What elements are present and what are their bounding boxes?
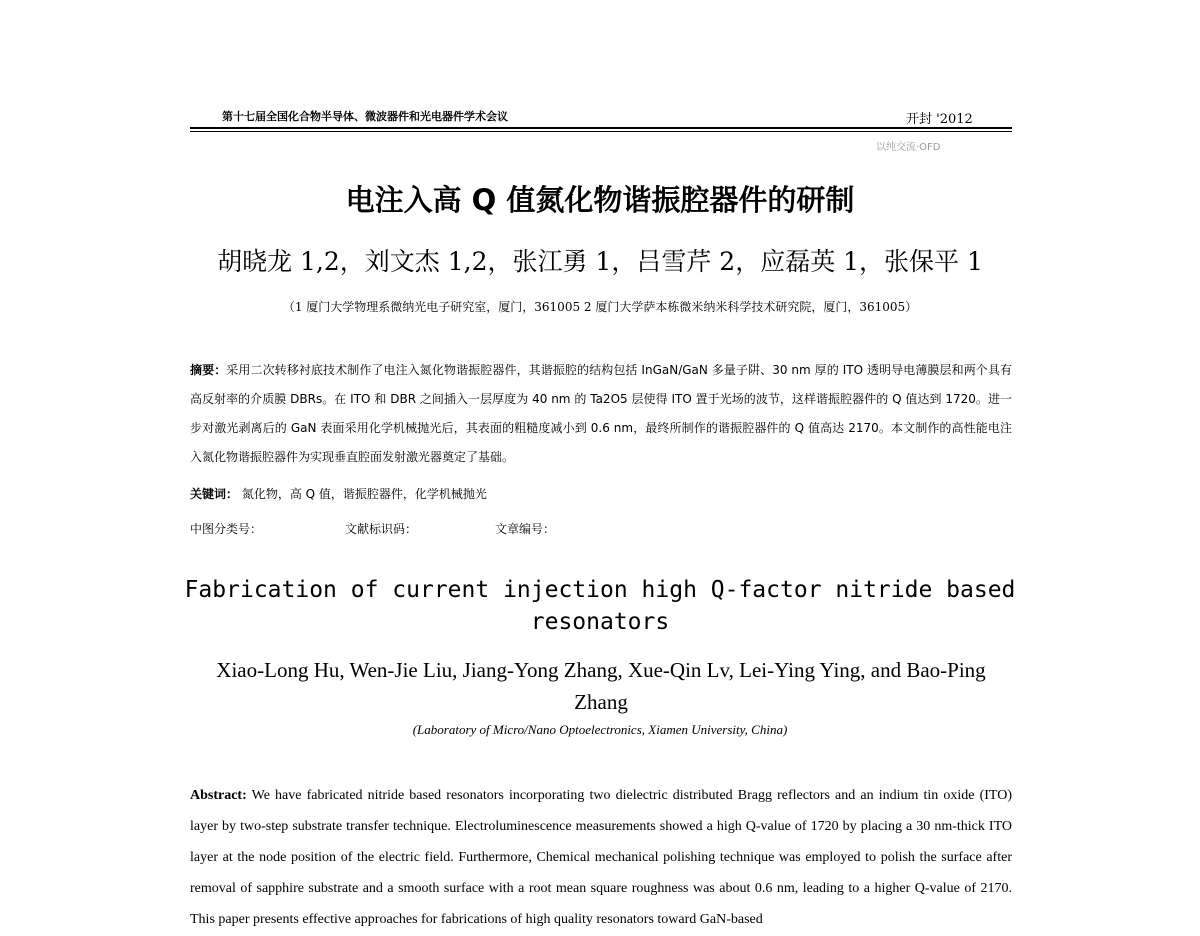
abstract-english (190, 780, 1012, 935)
keywords-label-chinese: 关键词： (190, 487, 239, 501)
conference-header: 第十七届全国化合物半导体、微波器件和光电器件学术会议 (222, 110, 508, 123)
title-english: Fabrication of current injection high Q-factor nitride based resonators (184, 577, 1016, 635)
abstract-text-english: We have fabricated nitride based resonators incorporating two dielectric distributed Bragg reflectors and an indium tin oxide (ITO) layer by two-step substrate transfer technique. Electroluminescence measurements showed a high Q-value of 1720 by placing a 30 nm-thick ITO layer at the node position of the electric field. Furthermore, Chemical mechanical polishing technique was employed to polish the surface after removal of sapphire substrate and a smooth surface with a root mean square roughness was about 0.6 nm, leading to a higher Q-value of 2170. This paper presents effective approaches for fabrications of high quality resonators toward GaN-based (190, 788, 1012, 927)
affiliation-chinese: （1 厦门大学物理系微纳光电子研究室，厦门，361005 2 厦门大学萨本栋微米纳米科学技术研究院，厦门，361005） (282, 300, 918, 314)
authors-chinese: 胡晓龙 1,2，刘文杰 1,2，张江勇 1，吕雪芹 2，应磊英 1，张保平 1 (217, 247, 983, 276)
doc-code-label: 文献标识码： (345, 522, 418, 536)
header-rule-thin (190, 131, 1012, 132)
keywords-chinese (190, 485, 1012, 502)
class-number-label: 中图分类号： (190, 522, 263, 536)
article-number-label: 文章编号： (495, 522, 556, 536)
authors-english: Xiao-Long Hu, Wen-Jie Liu, Jiang-Yong Zhang, Xue-Qin Lv, Lei-Ying Ying, and Bao-Ping Zhang (216, 658, 986, 714)
affiliation-english: (Laboratory of Micro/Nano Optoelectronics, Xiamen University, China) (412, 722, 788, 737)
header-stamp: 以纯交流·OFD (876, 142, 941, 153)
keywords-text-chinese: 氮化物，高 Q 值，谐振腔器件，化学机械抛光 (241, 487, 487, 501)
abstract-label-english: Abstract: (190, 788, 247, 803)
abstract-text-chinese: 采用二次转移衬底技术制作了电注入氮化物谐振腔器件，其谐振腔的结构包括 InGaN/GaN 多量子阱、30 nm 厚的 ITO 透明导电薄膜层和两个具有高反射率的介质膜 DBRs。在 ITO 和 DBR 之间插入一层厚度为 40 nm 的 Ta2O5 层使得 ITO 置于光场的波节，这样谐振腔器件的 Q 值达到 1720。进一步对激光剥离后的 GaN 表面采用化学机械抛光后，其表面的粗糙度减小到 0.6 nm，最终所制作的谐振腔器件的 Q 值高达 2170。本文制作的高性能电注入氮化物谐振腔器件为实现垂直腔面发射激光器奠定了基础。 (190, 363, 1012, 464)
location-year: 开封 '2012 (906, 112, 973, 127)
classification-line (190, 520, 1012, 537)
title-chinese: 电注入高 Q 值氮化物谐振腔器件的研制 (345, 183, 855, 217)
header-rule (190, 127, 1012, 129)
abstract-chinese (190, 356, 1012, 472)
abstract-label-chinese: 摘要： (190, 363, 227, 377)
